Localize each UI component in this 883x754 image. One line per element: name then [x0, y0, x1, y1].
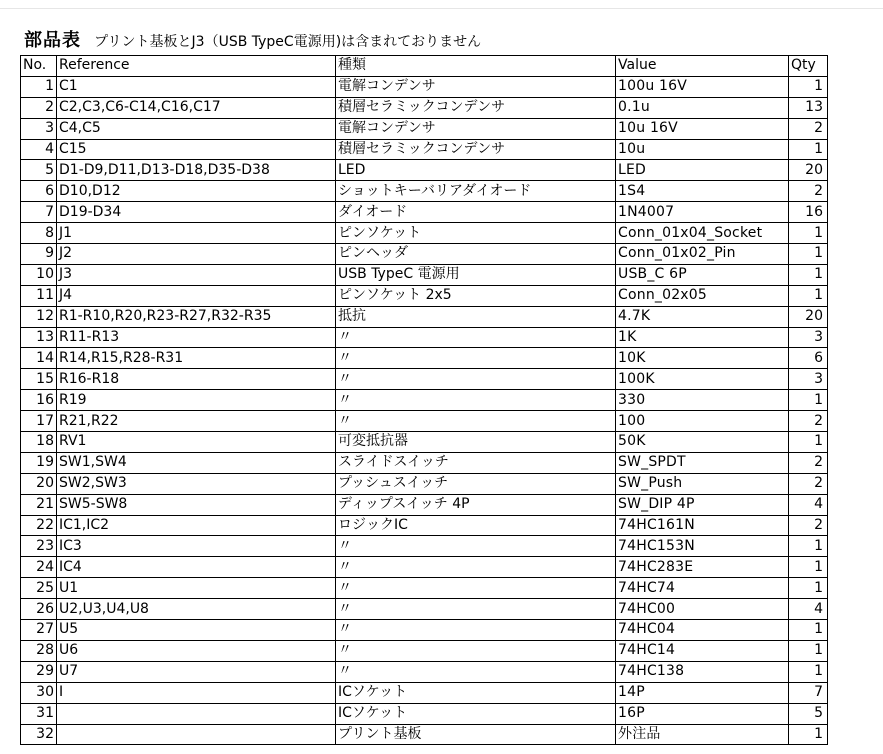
table-row	[21, 97, 828, 118]
cell-type: スライドスイッチ	[336, 452, 616, 473]
cell-type: 〃	[336, 640, 616, 661]
cell-reference: I	[57, 682, 336, 703]
cell-type: 可変抵抗器	[336, 432, 616, 453]
cell-no: 27	[21, 620, 57, 641]
cell-value: 14P	[616, 682, 789, 703]
cell-reference	[57, 724, 336, 745]
cell-value: 74HC283E	[616, 557, 789, 578]
cell-no: 19	[21, 452, 57, 473]
cell-no: 31	[21, 703, 57, 724]
cell-value: SW_Push	[616, 473, 789, 494]
table-row	[21, 599, 828, 620]
cell-type: ダイオード	[336, 202, 616, 223]
cell-qty: 1	[789, 640, 828, 661]
cell-value: 74HC138	[616, 661, 789, 682]
cell-type: 〃	[336, 327, 616, 348]
cell-value: 外注品	[616, 724, 789, 745]
cell-no: 20	[21, 473, 57, 494]
table-row	[21, 411, 828, 432]
table-row	[21, 703, 828, 724]
table-row	[21, 390, 828, 411]
header-row	[21, 56, 828, 77]
cell-reference: J2	[57, 244, 336, 265]
table-row	[21, 348, 828, 369]
header-type: 種類	[336, 56, 616, 77]
table-row	[21, 724, 828, 745]
cell-qty: 5	[789, 703, 828, 724]
cell-value: 1K	[616, 327, 789, 348]
cell-reference: IC4	[57, 557, 336, 578]
cell-no: 23	[21, 536, 57, 557]
cell-reference: U6	[57, 640, 336, 661]
cell-no: 16	[21, 390, 57, 411]
cell-no: 28	[21, 640, 57, 661]
cell-reference: U7	[57, 661, 336, 682]
header-reference: Reference	[57, 56, 336, 77]
cell-value: 10u 16V	[616, 118, 789, 139]
table-row	[21, 327, 828, 348]
cell-value: 74HC00	[616, 599, 789, 620]
cell-qty: 1	[789, 536, 828, 557]
table-row	[21, 557, 828, 578]
cell-qty: 1	[789, 244, 828, 265]
cell-reference: U2,U3,U4,U8	[57, 599, 336, 620]
table-row	[21, 264, 828, 285]
cell-qty: 1	[789, 578, 828, 599]
cell-qty: 2	[789, 452, 828, 473]
cell-value: 16P	[616, 703, 789, 724]
cell-value: 1N4007	[616, 202, 789, 223]
cell-qty: 6	[789, 348, 828, 369]
cell-type: プッシュスイッチ	[336, 473, 616, 494]
table-row	[21, 620, 828, 641]
table-row	[21, 223, 828, 244]
cell-value: USB_C 6P	[616, 264, 789, 285]
cell-type: ディップスイッチ 4P	[336, 494, 616, 515]
cell-qty: 1	[789, 285, 828, 306]
cell-type: 〃	[336, 390, 616, 411]
cell-qty: 1	[789, 390, 828, 411]
cell-no: 32	[21, 724, 57, 745]
cell-value: 74HC161N	[616, 515, 789, 536]
cell-reference: U5	[57, 620, 336, 641]
cell-qty: 20	[789, 306, 828, 327]
cell-no: 24	[21, 557, 57, 578]
cell-value: 10u	[616, 139, 789, 160]
cell-qty: 1	[789, 432, 828, 453]
cell-qty: 2	[789, 118, 828, 139]
cell-reference: J3	[57, 264, 336, 285]
cell-qty: 1	[789, 661, 828, 682]
cell-reference: C15	[57, 139, 336, 160]
cell-no: 2	[21, 97, 57, 118]
cell-reference: SW5-SW8	[57, 494, 336, 515]
cell-reference: D19-D34	[57, 202, 336, 223]
table-row	[21, 181, 828, 202]
cell-reference: SW1,SW4	[57, 452, 336, 473]
cell-no: 1	[21, 76, 57, 97]
cell-no: 11	[21, 285, 57, 306]
cell-qty: 4	[789, 494, 828, 515]
table-row	[21, 285, 828, 306]
cell-no: 21	[21, 494, 57, 515]
cell-reference: R21,R22	[57, 411, 336, 432]
cell-no: 15	[21, 369, 57, 390]
cell-no: 30	[21, 682, 57, 703]
cell-reference: C4,C5	[57, 118, 336, 139]
cell-type: ロジックIC	[336, 515, 616, 536]
cell-no: 9	[21, 244, 57, 265]
cell-qty: 1	[789, 76, 828, 97]
cell-type: 〃	[336, 369, 616, 390]
table-row	[21, 640, 828, 661]
cell-qty: 2	[789, 411, 828, 432]
table-row	[21, 306, 828, 327]
top-divider	[0, 8, 883, 9]
table-row	[21, 118, 828, 139]
cell-value: 330	[616, 390, 789, 411]
cell-type: ICソケット	[336, 682, 616, 703]
cell-type: 〃	[336, 557, 616, 578]
cell-reference: IC1,IC2	[57, 515, 336, 536]
cell-no: 8	[21, 223, 57, 244]
cell-no: 6	[21, 181, 57, 202]
cell-value: 74HC14	[616, 640, 789, 661]
cell-no: 3	[21, 118, 57, 139]
cell-qty: 1	[789, 264, 828, 285]
cell-qty: 7	[789, 682, 828, 703]
parts-list-table	[20, 55, 828, 745]
table-row	[21, 494, 828, 515]
cell-type: USB TypeC 電源用	[336, 264, 616, 285]
title-main: 部品表	[24, 30, 81, 51]
cell-qty: 2	[789, 515, 828, 536]
table-row	[21, 139, 828, 160]
cell-no: 26	[21, 599, 57, 620]
cell-reference: R11-R13	[57, 327, 336, 348]
cell-reference: R1-R10,R20,R23-R27,R32-R35	[57, 306, 336, 327]
cell-value: 0.1u	[616, 97, 789, 118]
cell-type: 〃	[336, 661, 616, 682]
table-row	[21, 369, 828, 390]
table-row	[21, 244, 828, 265]
table-row	[21, 432, 828, 453]
cell-value: 74HC153N	[616, 536, 789, 557]
table-body	[21, 76, 828, 745]
cell-type: 電解コンデンサ	[336, 76, 616, 97]
cell-qty: 1	[789, 724, 828, 745]
cell-reference: U1	[57, 578, 336, 599]
cell-value: 1S4	[616, 181, 789, 202]
cell-qty: 4	[789, 599, 828, 620]
cell-no: 13	[21, 327, 57, 348]
cell-qty: 1	[789, 620, 828, 641]
header-value: Value	[616, 56, 789, 77]
cell-reference: RV1	[57, 432, 336, 453]
cell-qty: 1	[789, 557, 828, 578]
cell-no: 25	[21, 578, 57, 599]
cell-reference	[57, 703, 336, 724]
cell-qty: 3	[789, 369, 828, 390]
cell-type: LED	[336, 160, 616, 181]
cell-no: 5	[21, 160, 57, 181]
cell-type: 〃	[336, 536, 616, 557]
cell-value: 100	[616, 411, 789, 432]
cell-reference: D10,D12	[57, 181, 336, 202]
cell-value: 74HC04	[616, 620, 789, 641]
cell-qty: 16	[789, 202, 828, 223]
cell-no: 7	[21, 202, 57, 223]
cell-value: SW_DIP 4P	[616, 494, 789, 515]
cell-type: ショットキーバリアダイオード	[336, 181, 616, 202]
cell-value: 50K	[616, 432, 789, 453]
cell-reference: D1-D9,D11,D13-D18,D35-D38	[57, 160, 336, 181]
cell-value: 100u 16V	[616, 76, 789, 97]
cell-reference: R14,R15,R28-R31	[57, 348, 336, 369]
table-row	[21, 76, 828, 97]
table-row	[21, 536, 828, 557]
cell-value: Conn_01x02_Pin	[616, 244, 789, 265]
cell-reference: R16-R18	[57, 369, 336, 390]
cell-type: ピンヘッダ	[336, 244, 616, 265]
cell-reference: C1	[57, 76, 336, 97]
cell-qty: 1	[789, 139, 828, 160]
cell-type: 〃	[336, 620, 616, 641]
cell-no: 17	[21, 411, 57, 432]
cell-no: 29	[21, 661, 57, 682]
cell-reference: C2,C3,C6-C14,C16,C17	[57, 97, 336, 118]
cell-value: LED	[616, 160, 789, 181]
cell-qty: 1	[789, 223, 828, 244]
table-row	[21, 661, 828, 682]
cell-value: 74HC74	[616, 578, 789, 599]
cell-value: SW_SPDT	[616, 452, 789, 473]
cell-type: 〃	[336, 599, 616, 620]
cell-qty: 2	[789, 473, 828, 494]
cell-no: 18	[21, 432, 57, 453]
cell-value: 100K	[616, 369, 789, 390]
cell-type: 積層セラミックコンデンサ	[336, 97, 616, 118]
cell-type: プリント基板	[336, 724, 616, 745]
cell-type: 〃	[336, 411, 616, 432]
cell-type: 〃	[336, 348, 616, 369]
cell-qty: 2	[789, 181, 828, 202]
cell-type: 〃	[336, 578, 616, 599]
cell-value: 4.7K	[616, 306, 789, 327]
table-row	[21, 578, 828, 599]
header-qty: Qty	[789, 56, 828, 77]
table-row	[21, 682, 828, 703]
cell-value: Conn_01x04_Socket	[616, 223, 789, 244]
cell-no: 12	[21, 306, 57, 327]
cell-reference: R19	[57, 390, 336, 411]
document-title	[24, 26, 481, 50]
cell-type: 抵抗	[336, 306, 616, 327]
table-row	[21, 473, 828, 494]
cell-type: 積層セラミックコンデンサ	[336, 139, 616, 160]
cell-value: 10K	[616, 348, 789, 369]
cell-reference: J4	[57, 285, 336, 306]
cell-no: 14	[21, 348, 57, 369]
cell-no: 22	[21, 515, 57, 536]
cell-qty: 13	[789, 97, 828, 118]
title-note: プリント基板とJ3（USB TypeC電源用)は含まれておりません	[94, 34, 482, 50]
cell-type: ピンソケット	[336, 223, 616, 244]
cell-reference: SW2,SW3	[57, 473, 336, 494]
cell-no: 10	[21, 264, 57, 285]
cell-qty: 20	[789, 160, 828, 181]
cell-type: 電解コンデンサ	[336, 118, 616, 139]
table-row	[21, 515, 828, 536]
table-row	[21, 160, 828, 181]
cell-no: 4	[21, 139, 57, 160]
cell-type: ICソケット	[336, 703, 616, 724]
cell-reference: J1	[57, 223, 336, 244]
cell-reference: IC3	[57, 536, 336, 557]
table-row	[21, 452, 828, 473]
cell-value: Conn_02x05	[616, 285, 789, 306]
cell-type: ピンソケット 2x5	[336, 285, 616, 306]
table-row	[21, 202, 828, 223]
header-no: No.	[21, 56, 57, 77]
cell-qty: 3	[789, 327, 828, 348]
